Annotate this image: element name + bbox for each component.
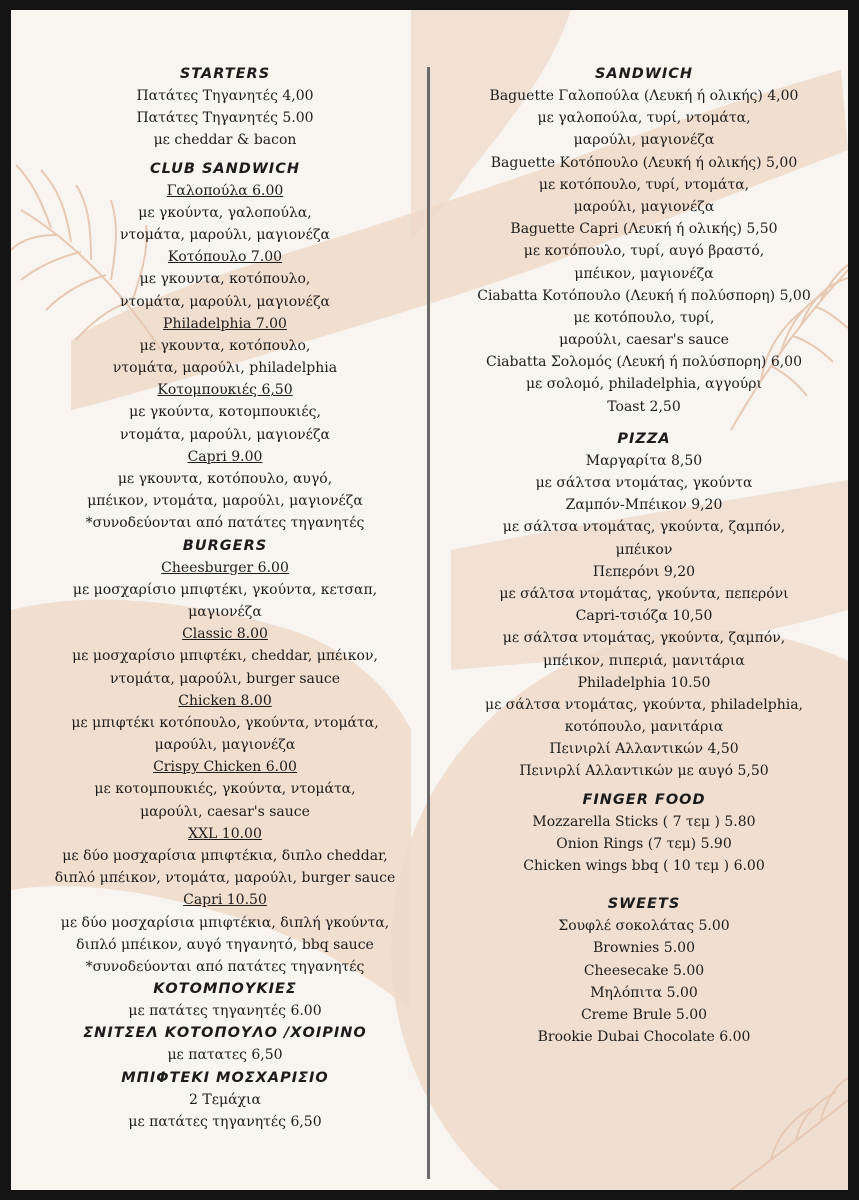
left-column <box>35 63 415 1133</box>
item-description: με δύο μοσχαρίσια μπιφτέκια, διπλο cheddar, <box>62 848 388 864</box>
menu-item: Brownies 5.00 <box>593 940 695 957</box>
menu-item: Baguette Γαλοπούλα (Λευκή ή ολικής) 4,00 <box>489 88 799 104</box>
item-description: με κοτόπουλο, τυρί, <box>573 309 715 326</box>
item-description: κοτόπουλο, μανιτάρια <box>564 719 724 736</box>
item-description: μαρούλι, caesar's sauce <box>140 803 310 820</box>
section-title-finger-food: FINGER FOOD <box>582 791 706 808</box>
item-name: Cheesburger 6.00 <box>161 559 289 576</box>
item-description: με σάλτσα ντομάτας, γκούντα, ζαμπόν, <box>502 519 786 536</box>
item-description: με cheddar & bacon <box>153 132 297 149</box>
item-description: με σάλτσα ντομάτας, γκούντα, πεπερόνι <box>499 585 789 602</box>
item-name: XXL 10.00 <box>188 825 262 842</box>
item-description: με γαλοπούλα, τυρί, ντομάτα, <box>537 110 751 127</box>
item-description: με πατατες 6,50 <box>167 1047 283 1064</box>
menu-item: Πεινιρλί Αλλαντικών 4,50 <box>549 741 739 758</box>
menu-item: Toast 2,50 <box>607 398 681 415</box>
section-note: *συνοδεύονται από πατάτες τηγανητές <box>85 958 365 975</box>
menu-item: Μαργαρίτα 8,50 <box>585 452 703 469</box>
item-description: ντομάτα, μαρούλι, μαγιονέζα <box>120 226 330 243</box>
item-description: μπέικον <box>615 541 673 558</box>
item-name: Philadelphia 7.00 <box>163 315 287 332</box>
menu-item: Πατάτες Τηγανητές 4,00 <box>136 88 314 104</box>
section-title-beef-patty: ΜΠΙΦΤΕΚΙ ΜΟΣΧΑΡΙΣΙΟ <box>121 1069 329 1086</box>
item-description: με γκουντα, κοτόπουλο, <box>139 271 311 288</box>
item-description: με κοτόπουλο, τυρί, αυγό βραστό, <box>523 243 765 260</box>
section-title-sweets: SWEETS <box>607 896 681 913</box>
item-description: με σολομό, philadelphia, αγγούρι <box>525 376 763 393</box>
menu-item: Πεινιρλί Αλλαντικών με αυγό 5,50 <box>519 763 769 780</box>
item-description: μαγιονέζα <box>188 603 262 620</box>
menu-item: Ciabatta Κοτόπουλο (Λευκή ή πολύσπορη) 5,00 <box>477 287 811 304</box>
item-description: με πατάτες τηγανητές 6.00 <box>128 1003 322 1020</box>
item-description: μαρούλι, μαγιονέζα <box>573 198 715 215</box>
menu-item: Ζαμπόν-Μπέικον 9,20 <box>565 497 723 514</box>
item-description: διπλό μπέικον, αυγό τηγανητό, bbq sauce <box>76 936 374 953</box>
item-description: με σάλτσα ντομάτας, γκούντα, ζαμπόν, <box>502 630 786 647</box>
item-name: Capri 10.50 <box>183 892 267 909</box>
item-description: με πατάτες τηγανητές 6,50 <box>128 1113 322 1130</box>
item-name: Crispy Chicken 6.00 <box>153 759 297 776</box>
menu-item: Brookie Dubai Chocolate 6.00 <box>537 1029 751 1046</box>
item-description: με γκούντα, κοτομπουκιές, <box>129 404 321 421</box>
item-description: με μοσχαρίσιο μπιφτέκι, cheddar, μπέικον, <box>72 648 378 665</box>
menu-item: Πεπερόνι 9,20 <box>592 563 696 580</box>
menu-item: Σουφλέ σοκολάτας 5.00 <box>558 918 730 935</box>
item-description: μπέικον, μαγιονέζα <box>574 265 714 282</box>
menu-item: Cheesecake 5.00 <box>583 962 705 979</box>
item-description: ντομάτα, μαρούλι, μαγιονέζα <box>120 293 330 310</box>
item-description: ντομάτα, μαρούλι, burger sauce <box>109 670 341 687</box>
item-name: Capri 9.00 <box>187 448 263 465</box>
item-description: με σάλτσα ντομάτας, γκούντα, philadelphia, <box>485 696 803 713</box>
menu-item: Onion Rings (7 τεμ) 5.90 <box>556 835 732 852</box>
item-name: Chicken 8.00 <box>178 692 272 709</box>
section-title-club-sandwich: CLUB SANDWICH <box>150 160 300 177</box>
menu-item: Ciabatta Σολομός (Λευκή ή πολύσπορη) 6,00 <box>485 354 802 371</box>
item-description: ντομάτα, μαρούλι, μαγιονέζα <box>120 426 330 443</box>
menu-item: Chicken wings bbq ( 10 τεμ ) 6.00 <box>523 858 765 874</box>
item-description: με κοτόπουλο, τυρί, ντομάτα, <box>538 176 750 193</box>
item-description: ντομάτα, μαρούλι, philadelphia <box>112 360 338 377</box>
menu-item: Baguette Κοτόπουλο (Λευκή ή ολικής) 5,00 <box>490 154 798 171</box>
item-description: με γκουντα, κοτόπουλο, <box>139 337 311 354</box>
item-description: με γκούντα, γαλοπούλα, <box>138 204 312 221</box>
section-title-pizza: PIZZA <box>617 430 671 447</box>
menu-item: Baguette Capri (Λευκή ή ολικής) 5,50 <box>510 221 778 238</box>
item-description: διπλό μπέικον, ντομάτα, μαρούλι, burger sauce <box>54 870 396 887</box>
item-description: με δύο μοσχαρίσια μπιφτέκια, διπλή γκούντα, <box>60 914 390 931</box>
item-description: μπέικον, ντομάτα, μαρούλι, μαγιονέζα <box>87 493 363 510</box>
section-title-schnitzel: ΣΝΙΤΣΕΛ ΚΟΤΟΠΟΥΛΟ /ΧΟΙΡΙΝΟ <box>83 1025 367 1042</box>
item-description: με γκουντα, κοτόπουλο, αυγό, <box>117 471 333 487</box>
section-title-nuggets: ΚΟΤΟΜΠΟΥΚΙΕΣ <box>153 981 297 998</box>
item-description: μπέικον, πιπεριά, μανιτάρια <box>543 652 745 669</box>
section-title-sandwich: SANDWICH <box>594 66 693 82</box>
section-title-starters: STARTERS <box>179 66 271 82</box>
item-description: 2 Τεμάχια <box>189 1091 261 1108</box>
item-name: Γαλοπούλα 6.00 <box>166 182 284 199</box>
menu-item: Mozzarella Sticks ( 7 τεμ ) 5.80 <box>532 813 756 830</box>
item-description: με μπιφτέκι κοτόπουλο, γκούντα, ντομάτα, <box>71 714 379 731</box>
section-title-burgers: BURGERS <box>182 537 268 554</box>
menu-page <box>11 10 848 1190</box>
menu-item: Μηλόπιτα 5.00 <box>590 984 698 1001</box>
menu-item: Πατάτες Τηγανητές 5.00 <box>136 110 314 127</box>
menu-item: Creme Brule 5.00 <box>580 1006 708 1023</box>
right-column <box>444 63 844 1048</box>
menu-item: Capri-τσιόζα 10,50 <box>575 608 713 625</box>
column-divider <box>427 67 430 1179</box>
item-description: με σάλτσα ντομάτας, γκούντα <box>535 475 753 491</box>
item-description: με μοσχαρίσιο μπιφτέκι, γκούντα, κετσαπ, <box>72 581 378 598</box>
item-description: με κοτομπουκιές, γκούντα, ντομάτα, <box>94 781 356 798</box>
item-name: Κοτόπουλο 7.00 <box>167 249 283 266</box>
menu-item: Philadelphia 10.50 <box>577 674 711 691</box>
item-name: Classic 8.00 <box>182 626 268 643</box>
section-note: *συνοδεύονται από πατάτες τηγανητές <box>85 515 365 532</box>
item-name: Κοτομπουκιές 6,50 <box>157 382 293 399</box>
item-description: μαρούλι, caesar's sauce <box>559 332 729 349</box>
item-description: μαρούλι, μαγιονέζα <box>573 132 715 149</box>
item-description: μαρούλι, μαγιονέζα <box>154 737 296 754</box>
